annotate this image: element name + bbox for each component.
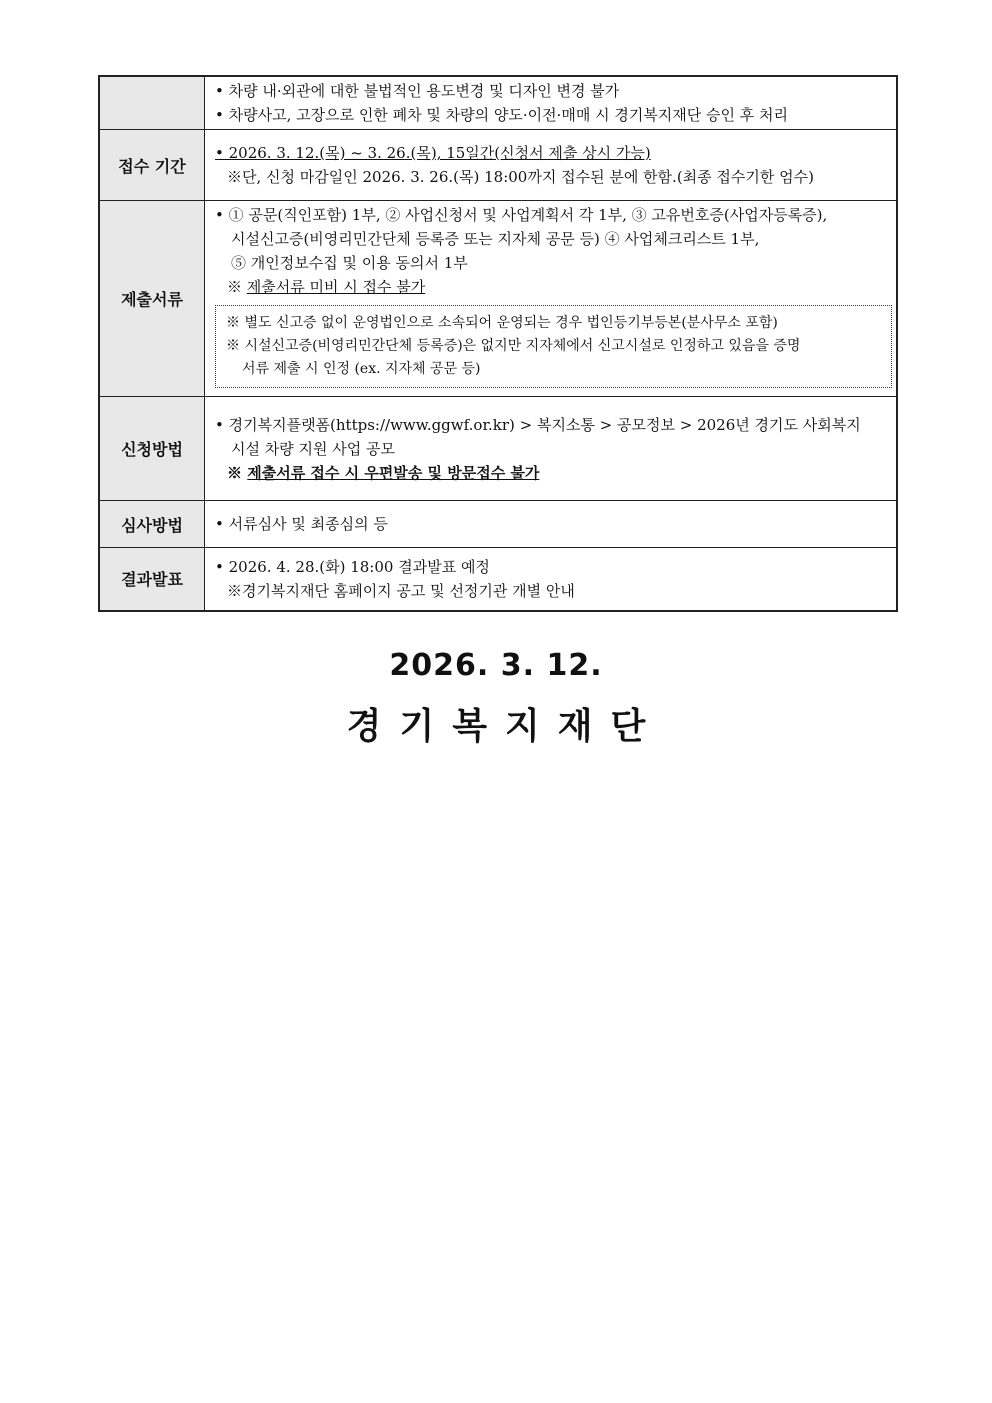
period-line-2: ※단, 신청 마감일인 2026. 3. 26.(목) 18:00까지 접수된 분에 한함.(최종 접수기한 엄수) — [227, 168, 814, 186]
docs-note-1: ※ 별도 신고증 없이 운영법인으로 소속되어 운영되는 경우 법인등기부등본(분사무소 포함) — [226, 315, 778, 331]
review-line-1: • 서류심사 및 최종심의 등 — [215, 515, 388, 533]
row-review — [99, 501, 897, 548]
docs-note-2: ※ 시설신고증(비영리민간단체 등록증)은 없지만 지자체에서 신고시설로 인정하고 있음을 증명 — [226, 338, 801, 354]
docs-note-3: 서류 제출 시 인정 (ex. 지자체 공문 등) — [242, 361, 481, 377]
method-label: 신청방법 — [99, 397, 205, 501]
row-period — [99, 130, 897, 201]
row-result — [99, 548, 897, 611]
footer-date: 2026. 3. 12. — [389, 648, 603, 683]
docs-label: 제출서류 — [99, 201, 205, 397]
docs-line-2: 시설신고증(비영리민간단체 등록증 또는 지자체 공문 등) ④ 사업체크리스트 1부, — [231, 230, 760, 248]
method-warn-text: 제출서류 접수 시 우편발송 및 방문접수 불가 — [247, 463, 540, 482]
result-line-2: ※경기복지재단 홈페이지 공고 및 선정기관 개별 안내 — [227, 581, 575, 600]
cont-line-2: • 차량사고, 고장으로 인한 폐차 및 차량의 양도·이전·매매 시 경기복지재단 승인 후 처리 — [215, 106, 789, 124]
docs-body — [205, 201, 898, 397]
method-line-2: 시설 차량 지원 사업 공모 — [231, 439, 395, 458]
period-label: 접수 기간 — [99, 130, 205, 201]
row-docs — [99, 201, 897, 397]
docs-warn-text: 제출서류 미비 시 접수 불가 — [246, 278, 426, 296]
row-header-empty — [99, 76, 205, 130]
row-continuation — [99, 76, 897, 130]
method-line-1: • 경기복지플랫폼(https://www.ggwf.or.kr) > 복지소통 > 공모정보 > 2026년 경기도 사회복지 — [215, 415, 861, 434]
row-method — [99, 397, 897, 501]
docs-line-3: ⑤ 개인정보수집 및 이용 동의서 1부 — [231, 254, 468, 272]
row-body-continuation — [205, 76, 898, 130]
result-body — [205, 548, 898, 611]
period-body — [205, 130, 898, 201]
method-body — [205, 397, 898, 501]
result-label: 결과발표 — [99, 548, 205, 611]
period-line-1: • 2026. 3. 12.(목) ~ 3. 26.(목), 15일간(신청서 제출 상시 가능) — [215, 144, 651, 162]
info-table — [98, 75, 898, 612]
method-warn-mark: ※ — [227, 463, 243, 482]
docs-warn-mark: ※ — [227, 278, 243, 296]
cont-line-1: • 차량 내·외관에 대한 불법적인 용도변경 및 디자인 변경 불가 — [215, 82, 620, 100]
review-body — [205, 501, 898, 548]
review-label: 심사방법 — [99, 501, 205, 548]
footer-organization: 경기복지재단 — [346, 706, 664, 747]
docs-note-box — [215, 305, 892, 388]
docs-line-1: • ① 공문(직인포함) 1부, ② 사업신청서 및 사업계획서 각 1부, ③ 고유번호증(사업자등록증), — [215, 206, 828, 224]
result-line-1: • 2026. 4. 28.(화) 18:00 결과발표 예정 — [215, 557, 490, 576]
